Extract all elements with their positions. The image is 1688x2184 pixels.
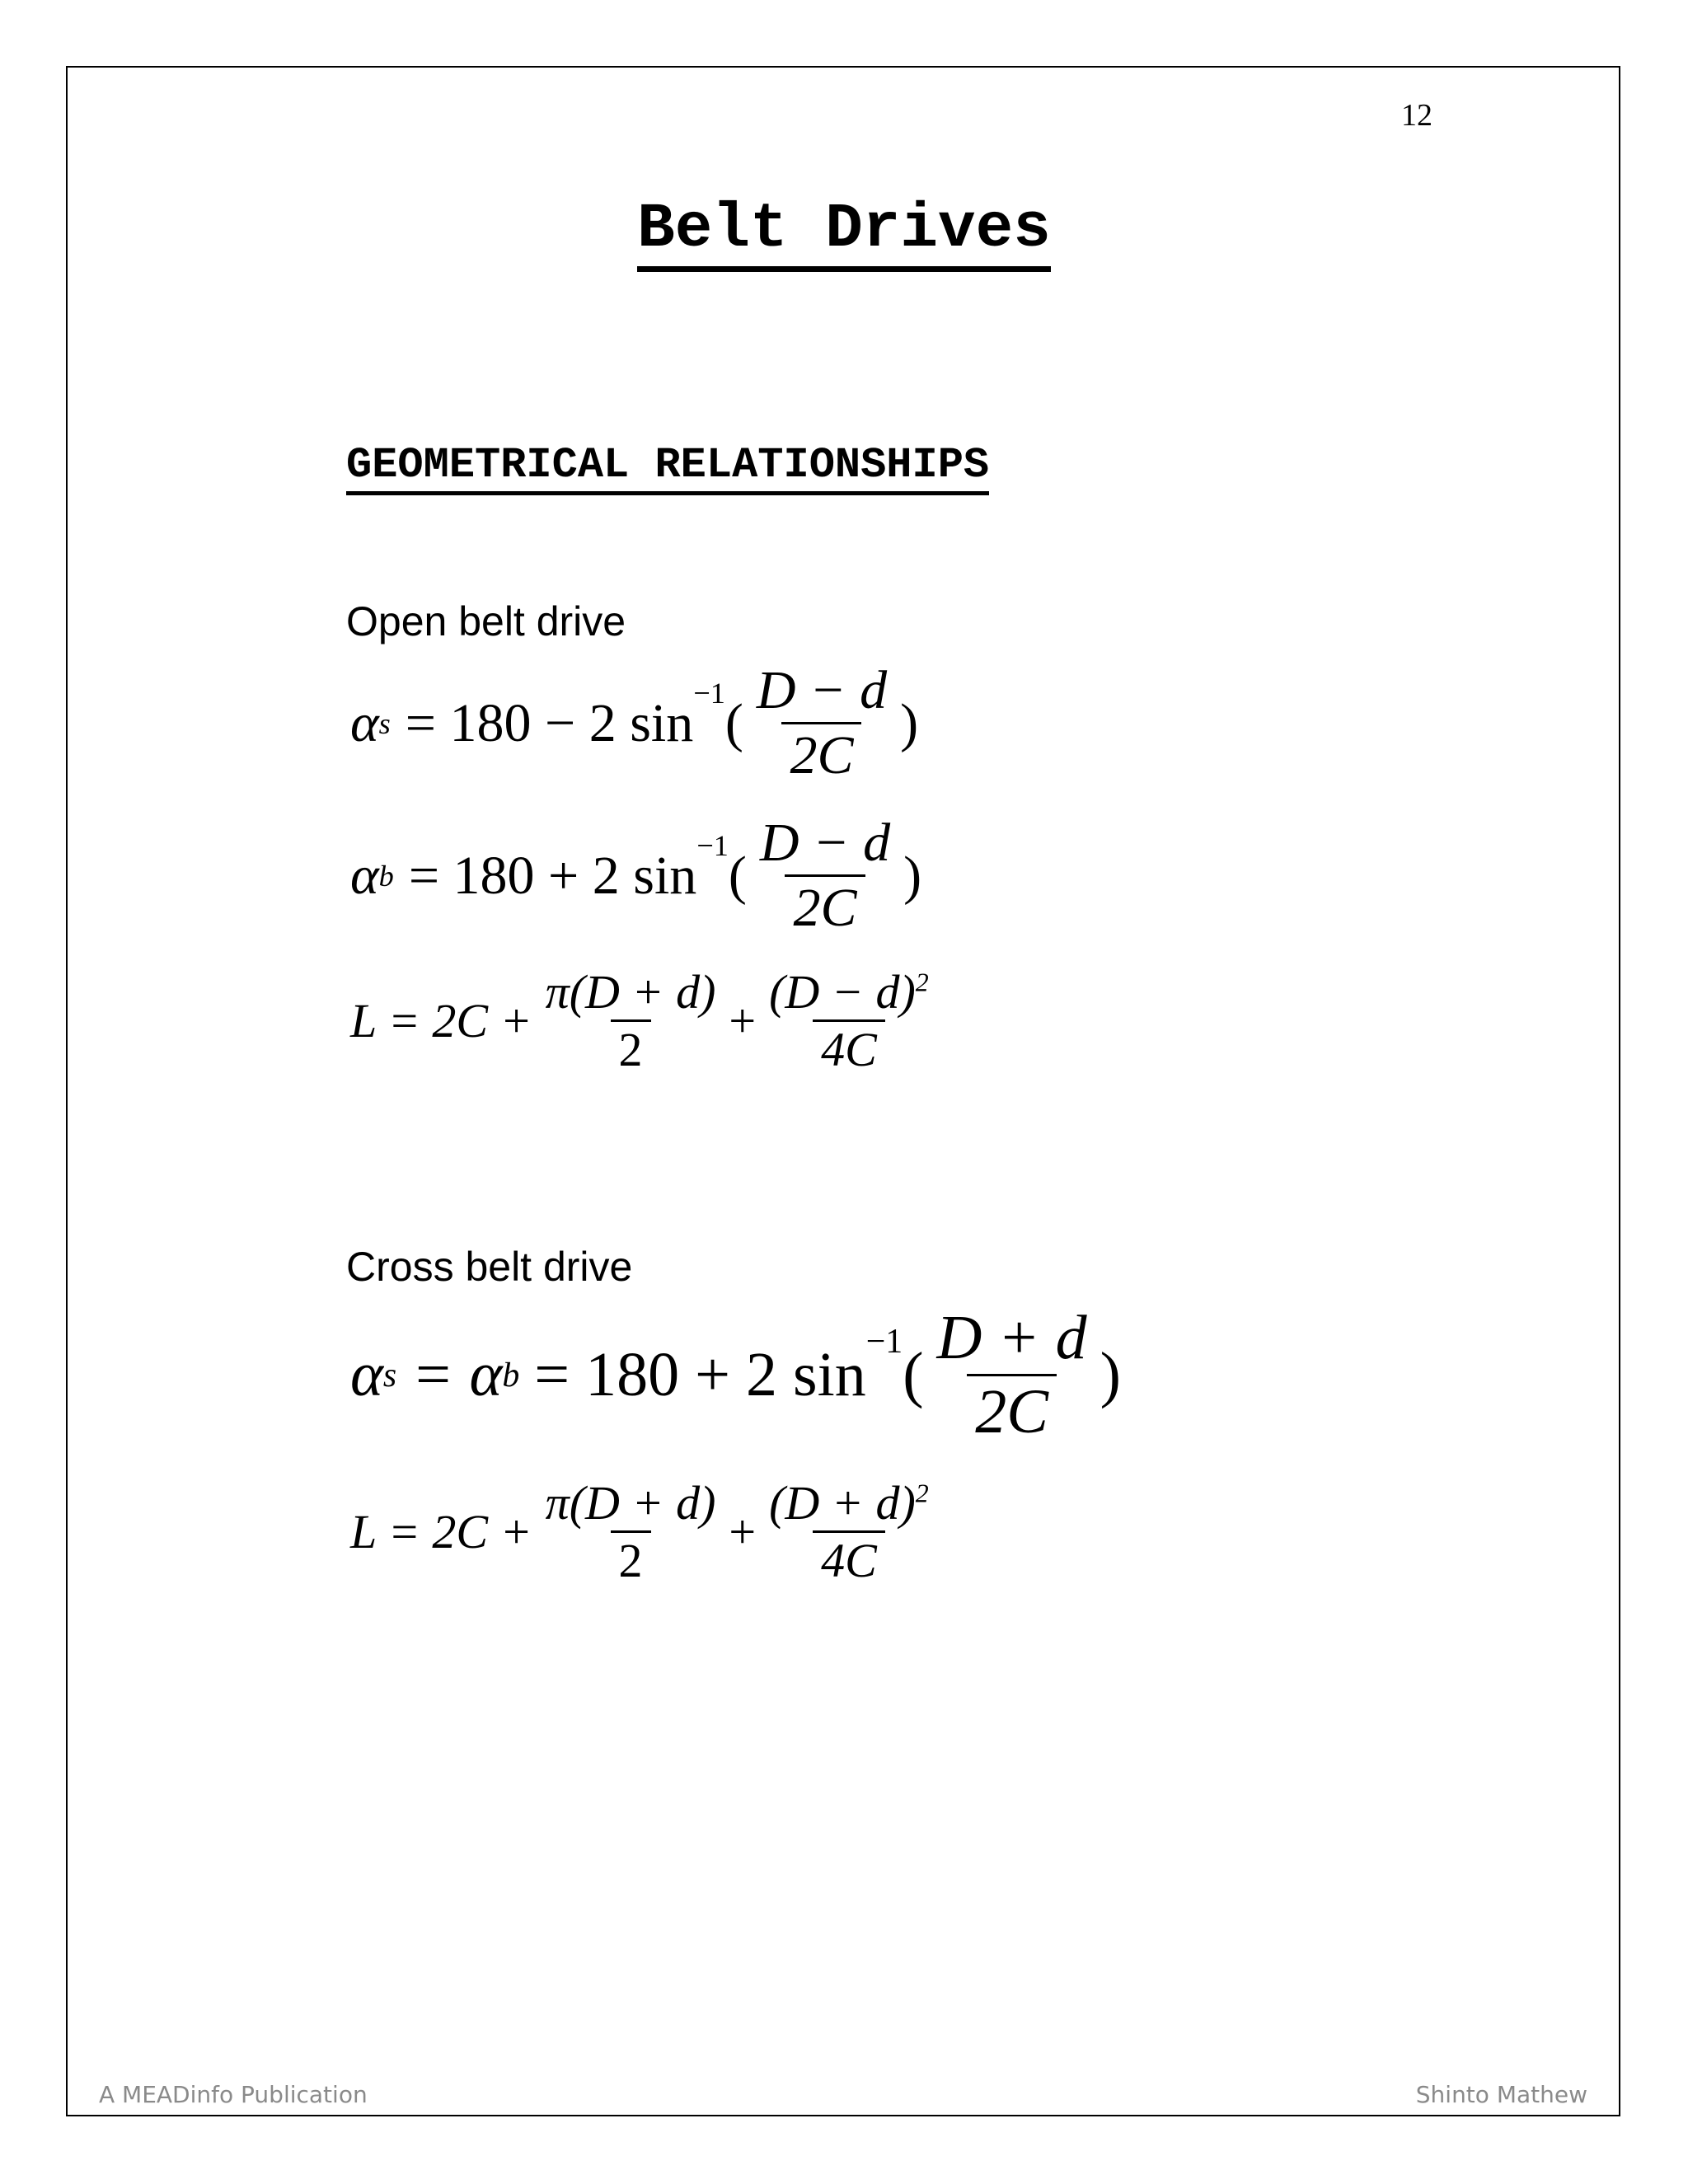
- footer-author: Shinto Mathew: [1415, 2081, 1587, 2108]
- alpha-symbol-b: = α: [411, 1340, 503, 1409]
- equation-rhs: = 180 + 2 sin: [408, 845, 697, 906]
- numerator: D − d: [756, 660, 888, 720]
- inverse-sup: −1: [696, 829, 729, 862]
- page-title: [0, 194, 1688, 265]
- fraction: [929, 1302, 1095, 1448]
- cross-angle-equation: α s = α b = 180 + 2 sin $^{-1}$ ( $\frac{D + d}{2C}$ ): [350, 1303, 1121, 1446]
- cross-belt-label: Cross belt drive: [346, 1244, 633, 1290]
- alpha-symbol: α: [350, 845, 379, 906]
- page-border: [66, 66, 1620, 2116]
- equation-rhs: = 180 − 2 sin: [405, 692, 694, 753]
- numerator: π(D + d): [545, 1476, 716, 1530]
- denominator: 2: [611, 1019, 651, 1077]
- numerator: π(D + d): [545, 965, 716, 1019]
- equation-rhs: = 180 + 2 sin: [534, 1340, 866, 1409]
- fraction-1: [537, 1475, 724, 1588]
- denominator: 2C: [967, 1374, 1057, 1448]
- denominator: 2C: [785, 874, 865, 940]
- open-angle-big-equation: α b = 180 + 2 sin $^{-1}$ ( $\frac{D - d}{2C}$ ): [350, 813, 922, 938]
- numerator: (D − d): [769, 965, 916, 1019]
- alpha-symbol: α: [350, 692, 379, 753]
- equation-lhs: L = 2C +: [350, 994, 532, 1047]
- footer-publisher: A MEADinfo Publication: [99, 2081, 368, 2108]
- plus-sign: +: [729, 994, 757, 1047]
- denominator: 4C: [813, 1019, 885, 1077]
- open-belt-label: Open belt drive: [346, 598, 626, 644]
- fraction: [752, 812, 898, 940]
- numerator: (D + d): [769, 1476, 916, 1530]
- denominator: 2: [611, 1530, 651, 1588]
- plus-sign: +: [729, 1505, 757, 1558]
- subscript: s: [378, 706, 391, 740]
- fraction: [748, 659, 895, 787]
- alpha-symbol: α: [350, 1340, 383, 1409]
- subscript: b: [378, 859, 394, 893]
- subscript: b: [502, 1356, 520, 1394]
- inverse-sup: −1: [693, 677, 725, 710]
- denominator: 2C: [781, 722, 861, 787]
- equation-lhs: L = 2C +: [350, 1505, 532, 1558]
- page-number: 12: [1401, 98, 1432, 133]
- square-sup: 2: [915, 1479, 929, 1508]
- fraction-2: [761, 964, 937, 1077]
- numerator: D + d: [936, 1303, 1087, 1372]
- square-sup: 2: [915, 968, 929, 997]
- fraction-2: [761, 1475, 937, 1588]
- denominator: 4C: [813, 1530, 885, 1588]
- inverse-sup: −1: [865, 1323, 903, 1361]
- open-angle-small-equation: α s = 180 − 2 sin $^{-1}$ ( $\frac{D - d}{2C}$ ): [350, 660, 919, 785]
- open-length-equation: [350, 964, 942, 1077]
- subscript: s: [382, 1356, 397, 1394]
- page-title-text: Belt Drives: [637, 194, 1051, 272]
- section-heading-text: GEOMETRICAL RELATIONSHIPS: [346, 441, 989, 495]
- fraction-1: [537, 964, 724, 1077]
- section-heading: [346, 441, 989, 490]
- numerator: D − d: [759, 813, 891, 873]
- cross-length-equation: [350, 1475, 942, 1588]
